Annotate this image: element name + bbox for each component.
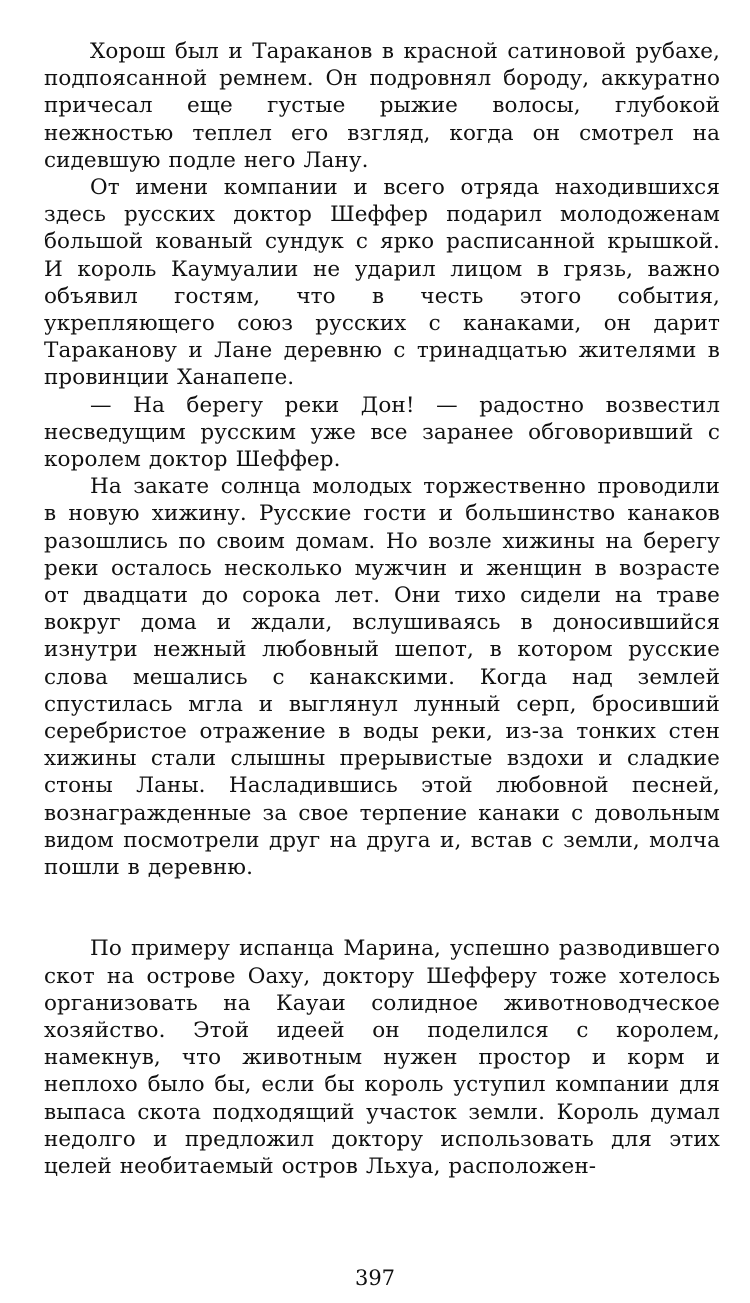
paragraph: Хорош был и Тараканов в красной сатиновой рубахе, подпоясанной ремнем. Он подровнял бороду, аккуратно причесал еще густые рыжие волосы, глубокой нежностью теплел его взгляд, когда он смотрел на сидевшую подле него Лану. xyxy=(44,39,720,173)
page-body xyxy=(44,38,720,1180)
page-number: 397 xyxy=(354,1266,396,1290)
paragraph: По примеру испанца Марина, успешно разводившего скот на острове Оаху, доктору Шефферу тоже хотелось организовать на Кауаи солидное животноводческое хозяйство. Этой идеей он поделился с королем, намекнув, что животным нужен простор и корм и неплохо было бы, если бы король уступил компании для выпаса скота подходящий участок земли. Король думал недолго и предложил доктору использовать для этих целей необитаемый остров Льхуа, расположен- xyxy=(44,936,720,1179)
paragraph: От имени компании и всего отряда находившихся здесь русских доктор Шеффер подарил молодоженам большой кованый сундук с ярко расписанной крышкой. И король Каумуалии не ударил лицом в грязь, важно объявил гостям, что в честь этого события, укрепляющего союз русских с канаками, он дарит Тараканову и Лане деревню с тринадцатью жителями в провинции Ханапепе. xyxy=(44,175,720,391)
section-one xyxy=(44,38,720,881)
paragraph: — На берегу реки Дон! — радостно возвестил несведущим русским уже все заранее обговоривший с королем доктор Шеффер. xyxy=(44,392,720,473)
section-break xyxy=(44,881,720,935)
section-two xyxy=(44,935,720,1180)
paragraph: На закате солнца молодых торжественно проводили в новую хижину. Русские гости и большинство канаков разошлись по своим домам. Но возле хижины на берегу реки осталось несколько мужчин и женщин в возрасте от двадцати до сорока лет. Они тихо сидели на траве вокруг дома и ждали, вслушиваясь в доносившийся изнутри нежный любовный шепот, в котором русские слова мешались с канакскими. Когда над землей спустилась мгла и выглянул лунный серп, бросивший серебристое отражение в воды реки, из-за тонких стен хижины стали слышны прерывистые вздохи и сладкие стоны Ланы. Насладившись этой любовной песней, вознагражденные за свое терпение канаки с довольным видом посмотрели друг на друга и, встав с земли, молча пошли в деревню. xyxy=(44,474,720,881)
